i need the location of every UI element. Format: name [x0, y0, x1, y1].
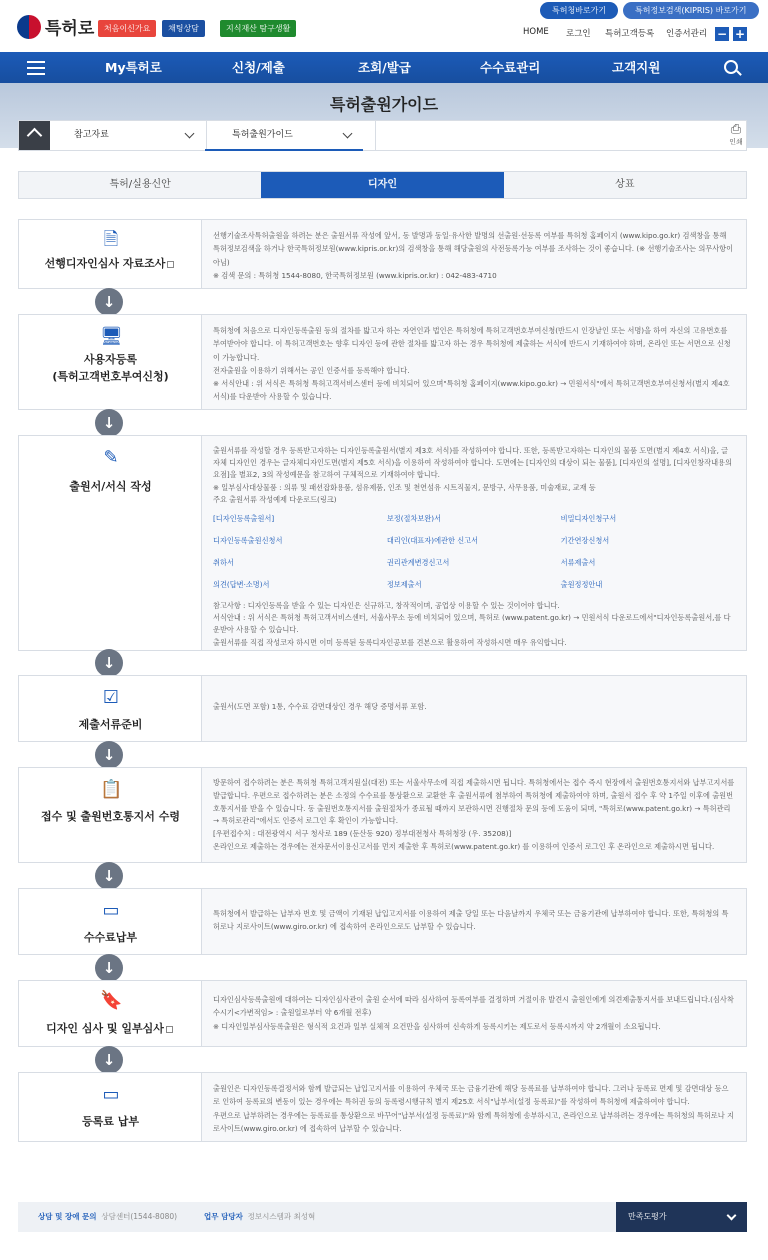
form-links: [213, 508, 735, 596]
step-form-write: ✎ 출원서/서식 작성 출원서류를 작성할 경우 등록받고자하는 디자인등록출원서(별지 제3호 서식)를 작성하여야 합니다. 또한, 등록받고자하는 디자인의 물품 도면(별지 제4호 서식)을, 글자체 디자인인 경우는 글자체디자인도면(별지 제5호 서식)을 이용하여 작성하여야 합니다. 도면에는 [디자인의 대상이 되는 물품], [디자인의 설명], [디자인창작내용의 요점]을 별표2, 3의 작성예문을 참고하여 구체적으로 기재하여야 합니다. ※ 일부심사대상물품 : 의류 및 패션잡화용품, 섬유제품, 인조 및 천연섬유 시트직물지, 문방구, 사무용품, 미술재료, 교재 등 주요 출원서류 작성예제 다운로드(링크) [디자인등록출원서] 보정(절차보완)서 비밀디자인청구서 디자인등록출원신청서 대리인(대표자)에관한 신고서 기간연장신청서 취하서 권리관계변경신고서 서류제출서 의견(답변·소명)서 정보제출서 출원정정안내 참고사항 : 디자인등록을 받을 수 있는 디자인은 신규하고, 창작적이며, 공업상 이용할 수 있는 것이어야 합니다. 서식안내 : 위 서식은 특허청 특허고객서비스센터, 서울사무소 등에 비치되어 있으며, 특허로 (www.patent.go.kr) → 민원서식 다운로드에서"디자인등록출원서,를 다운받아 사용할 수 있습니다. 출원서류를 직접 작성코자 하시면 이미 등록된 등록디자인공보를 견본으로 활용하여 작성하시면 매우 유익합니다.: [18, 435, 747, 651]
step-title: 출원서/서식 작성: [69, 480, 152, 493]
breadcrumb-item-guide[interactable]: 특허출원가이드: [232, 130, 293, 140]
home-icon[interactable]: [19, 121, 50, 150]
chevron-down-icon[interactable]: [343, 129, 353, 139]
step-title[interactable]: 선행디자인심사 자료조사: [19, 255, 202, 272]
active-crumb-underline: [205, 149, 363, 151]
ip-life-badge[interactable]: 지식재산 탐구생활: [220, 20, 296, 37]
nav-fee[interactable]: 수수료관리: [480, 60, 541, 75]
form-link[interactable]: 보정(절차보완)서: [386, 514, 442, 524]
arrow-down-icon: ↓: [95, 862, 123, 890]
zoom-out-button[interactable]: −: [716, 27, 728, 41]
check-icon: ☑: [102, 687, 120, 708]
step-title: 접수 및 출원번호통지서 수령: [41, 810, 180, 823]
chevron-down-icon[interactable]: [185, 129, 195, 139]
first-visit-badge[interactable]: 처음이신가요: [98, 20, 156, 37]
header: [0, 0, 768, 52]
form-link[interactable]: 의견(답변·소명)서: [213, 580, 270, 590]
clipboard-icon: 📋: [100, 779, 123, 800]
step-title: 사용자등록 (특허고객번호부여신청): [52, 353, 169, 383]
arrow-down-icon: ↓: [95, 288, 123, 316]
step-user-register: 🖥 사용자등록 (특허고객번호부여신청) 특허청에 처음으로 디자인등록출원 등의 절차를 밟고자 하는 자연인과 법인은 특허청에 특허고객번호부여신청(반드시 인장날인 또는 서명)을 하여 자신의 고유번호를 부여받아야 합니다. 이 특허고객번호는 향후 디자인 등에 관한 절차를 밟고자 하는 경우 특허청에 제출하는 서식에 반드시 기재하여야 하며, 온라인 또는 서면으로 신청이 가능합니다. 전자출원을 이용하기 위해서는 공인 인증서를 등록해야 합니다. ※ 서식안내 : 위 서식은 특허청 특허고객서비스센터 등에 비치되어 있으며"특허청 홈페이지(www.kipo.go.kr) → 민원서식"에서 특허고객번호부여신청서(별지 제4호 서식)를 다운받아 사용할 수 있습니다.: [18, 314, 747, 410]
tab-trademark[interactable]: 상표: [615, 179, 635, 190]
form-link[interactable]: 권리관계변경신고서: [386, 558, 450, 568]
breadcrumb-item-ref[interactable]: 참고자료: [74, 130, 109, 140]
satisfaction-select[interactable]: 만족도평가: [616, 1202, 747, 1232]
tab-patent[interactable]: 특허/실용신안: [109, 179, 171, 190]
arrow-down-icon: ↓: [95, 741, 123, 769]
search-icon[interactable]: [724, 60, 738, 74]
nav-my[interactable]: My특허로: [105, 60, 162, 75]
form-link[interactable]: 서류제출서: [560, 558, 596, 568]
arrow-down-icon: ↓: [95, 1046, 123, 1074]
pencil-icon: ✎: [103, 447, 119, 468]
step-fee-payment: ▭ 수수료납부 특허청에서 발급하는 납부자 번호 및 금액이 기재된 납입고지서를 이용하여 제출 당일 또는 다음날까지 우체국 또는 금융기관에 납부하여야 합니다. 또한, 특허청의 특허로나 지로사이트(www.giro.or.kr) 에 접속하여 온라인으로도 납부할 수 있습니다.: [18, 888, 747, 955]
step-docs-prepare: ☑ 제출서류준비 출원서(도면 포함) 1통, 수수료 감면대상인 경우 해당 증명서류 포함.: [18, 675, 747, 742]
login-link[interactable]: 로그인: [566, 29, 591, 39]
form-link[interactable]: 디자인등록출원신청서: [213, 536, 283, 546]
customer-register-link[interactable]: 특허고객등록: [605, 29, 655, 39]
arrow-down-icon: ↓: [95, 409, 123, 437]
step-title: 수수료납부: [83, 931, 138, 944]
footer: [18, 1202, 747, 1232]
page-title: 특허출원가이드: [329, 95, 439, 114]
form-link[interactable]: 취하서: [213, 558, 234, 568]
kipris-link[interactable]: 특허정보검색(KIPRIS) 바로가기: [623, 2, 759, 19]
menu-icon[interactable]: [27, 61, 45, 75]
taegeuk-icon: [17, 15, 41, 39]
card-icon: ▭: [102, 900, 120, 921]
print-button[interactable]: ⎙ 인쇄: [725, 123, 747, 148]
chevron-down-icon: [727, 1211, 737, 1221]
category-tabs: [18, 171, 747, 199]
step-registration-fee: ▭ 등록료 납부 출원인은 디자인등록결정서와 함께 발급되는 납입고지서를 이용하여 우체국 또는 금융기관에 해당 등록료를 납부하여야 합니다. 그러나 등록료 면제 및 감면대상 등으로 인하여 등록료의 변동이 있는 경우에는 특허권 등의 등록령시행규칙 별지 제25호 서식"납부서(설정 등록료)"를 작성하여 특허청에 제출하여야 합니다. 우편으로 납부하려는 경우에는 등록료를 통상환으로 바꾸어"납부서(설정 등록료)"와 함께 특허청에 송부하시고, 온라인으로 납부하려는 경우에는 특허청의 특허로나 지로사이트(www.giro.or.kr) 에 접속하여 납부할 수 있습니다.: [18, 1072, 747, 1142]
zoom-in-button[interactable]: +: [734, 27, 746, 41]
step-title: 등록료 납부: [82, 1115, 139, 1128]
kipo-link[interactable]: 특허청바로가기: [540, 2, 618, 19]
document-icon: 🗎: [103, 229, 119, 250]
step-title: 제출서류준비: [78, 718, 143, 731]
step-examination: 🔖 디자인 심사 및 일부심사 디자인심사등록출원에 대하여는 디자인심사관이 출원 순서에 따라 심사하여 등록여부를 결정하며 거절이유 발견시 출원인에게 의견제출통지서를 보내드립니다.(심사착수시기<가변적임> : 출원일로부터 약 6개월 전후) ※ 디자인일부심사등록출원은 형식적 요건과 일부 실체적 요건만을 심사하여 신속하게 등록시키는 제도로서 등록시까지 약 2개월이 소요됩니다.: [18, 980, 747, 1047]
step-prior-search: 🗎 선행디자인심사 자료조사 선행기술조사특허출원을 하려는 분은 출원서류 작성에 앞서, 동 발명과 동일·유사한 발명의 선출원·선등록 여부를 특허청 홈페이지 (www.kipo.go.kr) 검색창을 통해 특허정보검색을 하거나 한국특허정보원(www.kipris.or.kr)의 검색창을 통해 해당출원의 사전등록가능 여부를 조사하는 것이 좋습니다. (※ 선행기술조사는 의무사항이 아님) ※ 검색 문의 : 특허청 1544-8080, 한국특허정보원 (www.kipris.or.kr) : 042-483-4710: [18, 219, 747, 289]
chat-badge[interactable]: 채팅상담: [162, 20, 205, 37]
arrow-down-icon: ↓: [95, 649, 123, 677]
logo[interactable]: 특허로: [17, 14, 94, 39]
main-nav: [0, 52, 768, 83]
breadcrumb: [18, 120, 747, 151]
nav-apply[interactable]: 신청/제출: [232, 60, 285, 75]
card-icon: ▭: [102, 1084, 120, 1105]
form-link[interactable]: 출원정정안내: [560, 580, 603, 590]
cert-manage-link[interactable]: 인증서관리: [666, 29, 708, 39]
arrow-down-icon: ↓: [95, 954, 123, 982]
monitor-icon: 🖥: [100, 326, 123, 347]
support-contact: 상담 및 장애 문의 상담센터(1544-8080): [38, 1212, 178, 1221]
staff-contact: 업무 담당자 정보시스템과 최성혁: [204, 1212, 316, 1221]
step-receipt: 📋 접수 및 출원번호통지서 수령 방문하여 접수하려는 분은 특허청 특허고객지원실(대전) 또는 서울사무소에 직접 제출하시면 됩니다. 특허청에서는 접수 즉시 현장에서 출원번호통지서와 납부고지서를 발급합니다. 우편으로 접수하려는 분은 소정의 수수료를 통상환으로 교환한 후 출원서류에 첨부하여 특허청에 제출하여야 하며, 출원서 접수 후 약 1주일 이후에 출원번호통지서를 받을 수 있습니다. 동 출원번호통지서를 출원절차가 종료될 때까지 보관하시면 진행절차 문의 등에 도움이 되며, "특허로(www.patent.go.kr) → 특허관리 → 특허로관리"에서도 인증서 로그인 후 확인이 가능합니다. [우편접수처 : 대전광역시 서구 청사로 189 (둔산동 920) 정부대전청사 특허청장 (우. 35208)] 온라인으로 제출하는 경우에는 전자문서이용신고서를 먼저 제출한 후 특허로(www.patent.go.kr) 를 이용하여 인증서 로그인 후 온라인으로 제출하시면 됩니다.: [18, 767, 747, 863]
form-link[interactable]: 기간연장신청서: [560, 536, 610, 546]
bookmark-icon: 🔖: [100, 990, 123, 1011]
tab-design[interactable]: 디자인: [261, 172, 503, 198]
nav-support[interactable]: 고객지원: [612, 60, 661, 75]
form-link[interactable]: 비밀디자인청구서: [560, 514, 617, 524]
printer-icon: ⎙: [730, 122, 742, 137]
form-link[interactable]: 대리인(대표자)에관한 신고서: [386, 536, 479, 546]
step-title[interactable]: 디자인 심사 및 일부심사: [19, 1020, 202, 1037]
form-link[interactable]: [디자인등록출원서]: [213, 514, 275, 524]
nav-inquiry[interactable]: 조회/발급: [358, 60, 411, 75]
form-link[interactable]: 정보제출서: [386, 580, 422, 590]
home-link[interactable]: HOME: [523, 27, 549, 37]
